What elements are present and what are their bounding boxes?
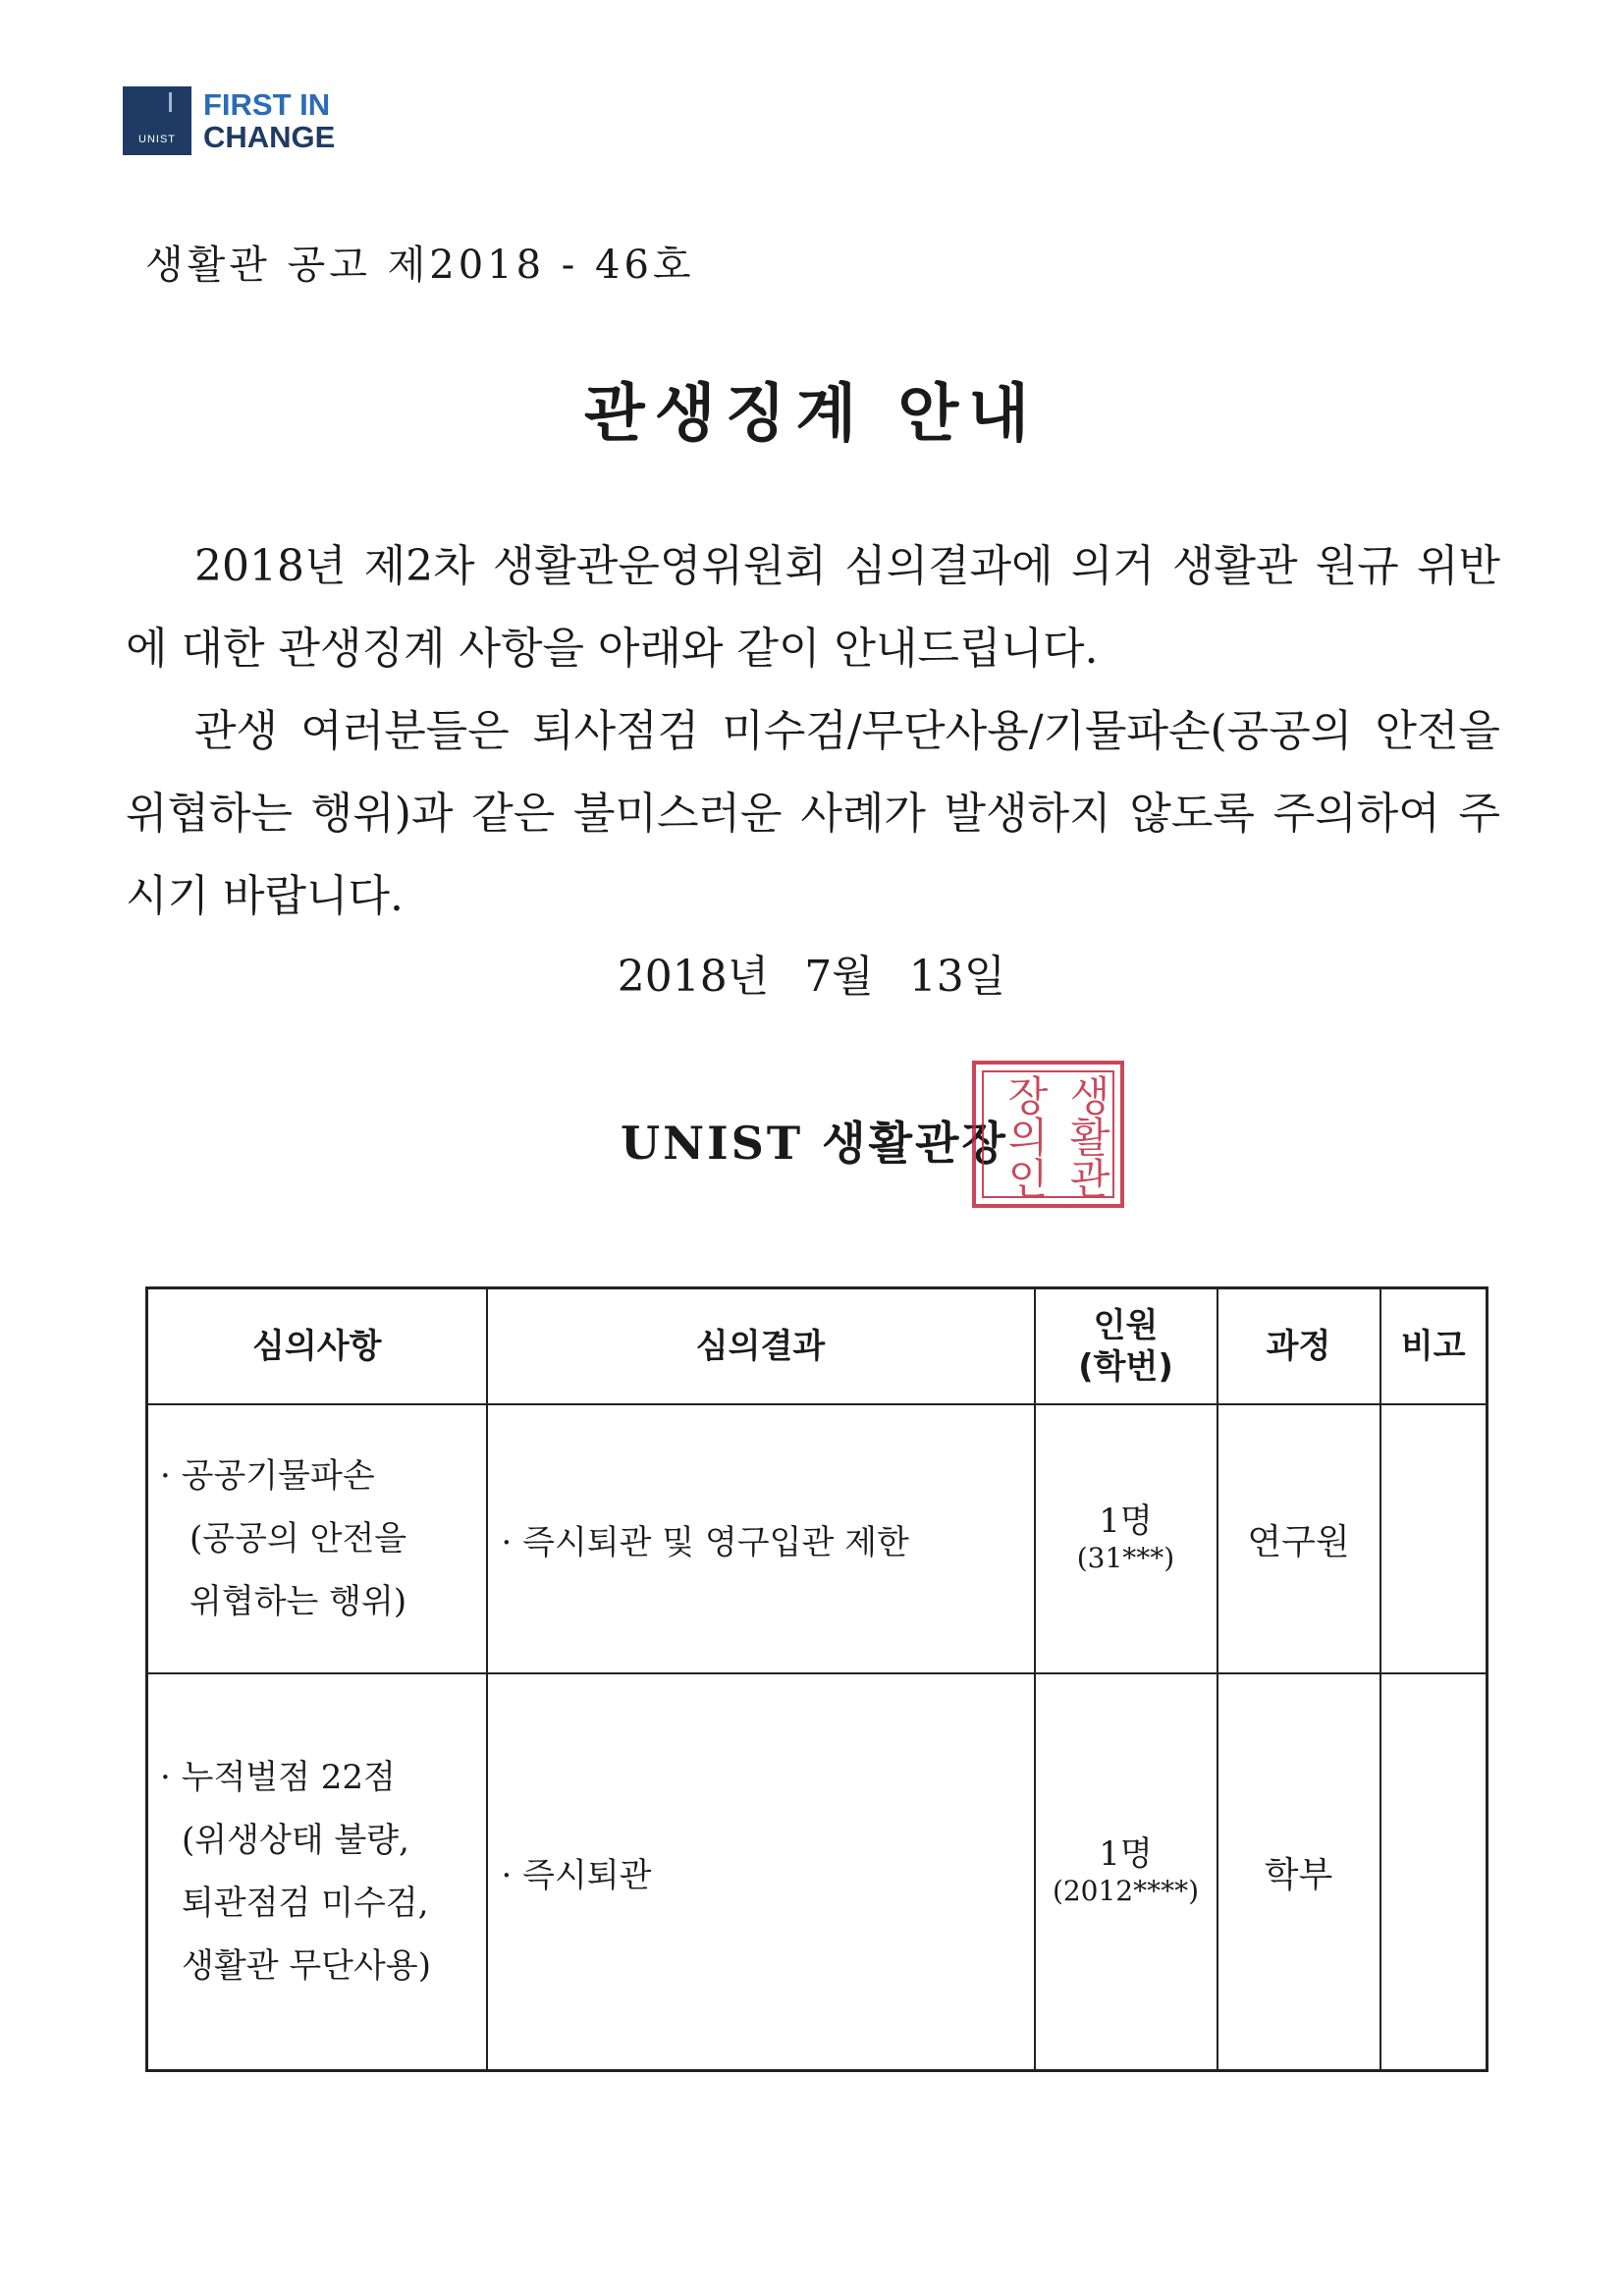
- logo-slogan-line2: CHANGE: [203, 120, 336, 154]
- logo-slogan-line1: FIRST IN: [203, 87, 331, 122]
- notice-number: 생활관 공고 제2018 - 46호: [145, 243, 695, 288]
- logo-bar: [169, 92, 172, 112]
- header-count-line1: 인원: [1093, 1306, 1159, 1345]
- cell-item: [147, 1673, 487, 2071]
- item-main: · 공공기물파손: [160, 1456, 375, 1496]
- count-value: 1명: [1099, 1502, 1153, 1541]
- logo-box-text: UNIST: [138, 134, 176, 145]
- unist-logo-mark: [123, 86, 191, 155]
- cell-count: [1035, 1673, 1217, 2071]
- cell-result: · 즉시퇴관 및 영구입관 제한: [487, 1404, 1035, 1673]
- table-row: [147, 1673, 1488, 2071]
- discipline-table: [145, 1286, 1488, 2072]
- header-note: 비고: [1380, 1288, 1488, 1405]
- cell-item: [147, 1404, 487, 1673]
- item-sub: 위협하는 행위): [189, 1582, 407, 1621]
- document-title: 관생징계 안내: [583, 378, 1040, 451]
- cell-count: [1035, 1404, 1217, 1673]
- cell-note: [1380, 1673, 1488, 2071]
- header-count: [1035, 1288, 1217, 1405]
- header-result: 심의결과: [487, 1288, 1035, 1405]
- cell-course: 연구원: [1217, 1404, 1380, 1673]
- header-course: 과정: [1217, 1288, 1380, 1405]
- body-paragraph-1: 2018년 제2차 생활관운영위원회 심의결과에 의거 생활관 원규 위반에 대한 관생징계 사항을 아래와 같이 안내드립니다.: [126, 541, 1500, 674]
- table-header-row: [147, 1288, 1488, 1405]
- item-sub: (공공의 안전을: [189, 1519, 407, 1558]
- notice-body: [126, 525, 1500, 938]
- signer-name: UNIST 생활관장: [621, 1117, 1008, 1170]
- header-count-line2: (학번): [1078, 1347, 1173, 1387]
- item-sub: (위생상태 불량,: [182, 1821, 409, 1860]
- header-item: 심의사항: [147, 1288, 487, 1405]
- logo-slogan: [203, 88, 335, 153]
- seal-text-col1: 생활관: [1063, 1074, 1111, 1198]
- table-row: [147, 1404, 1488, 1673]
- unist-logo: [123, 86, 335, 155]
- item-sub: 생활관 무단사용): [182, 1946, 431, 1986]
- notice-date: 2018년 7월 13일: [617, 952, 1006, 1002]
- cell-result: · 즉시퇴관: [487, 1673, 1035, 2071]
- student-id: (2012****): [1052, 1875, 1200, 1907]
- item-main: · 누적벌점 22점: [160, 1758, 396, 1797]
- item-sub: 퇴관점검 미수검,: [182, 1884, 429, 1923]
- body-paragraph-2: 관생 여러분들은 퇴사점검 미수검/무단사용/기물파손(공공의 안전을 위협하는 행위)과 같은 불미스러운 사례가 발생하지 않도록 주의하여 주시기 바랍니다.: [126, 706, 1500, 921]
- cell-course: 학부: [1217, 1673, 1380, 2071]
- student-id: (31***): [1076, 1542, 1175, 1574]
- cell-note: [1380, 1404, 1488, 1673]
- official-seal: [972, 1061, 1124, 1208]
- seal-text-col2: 장의인: [1001, 1074, 1050, 1198]
- count-value: 1명: [1099, 1834, 1153, 1874]
